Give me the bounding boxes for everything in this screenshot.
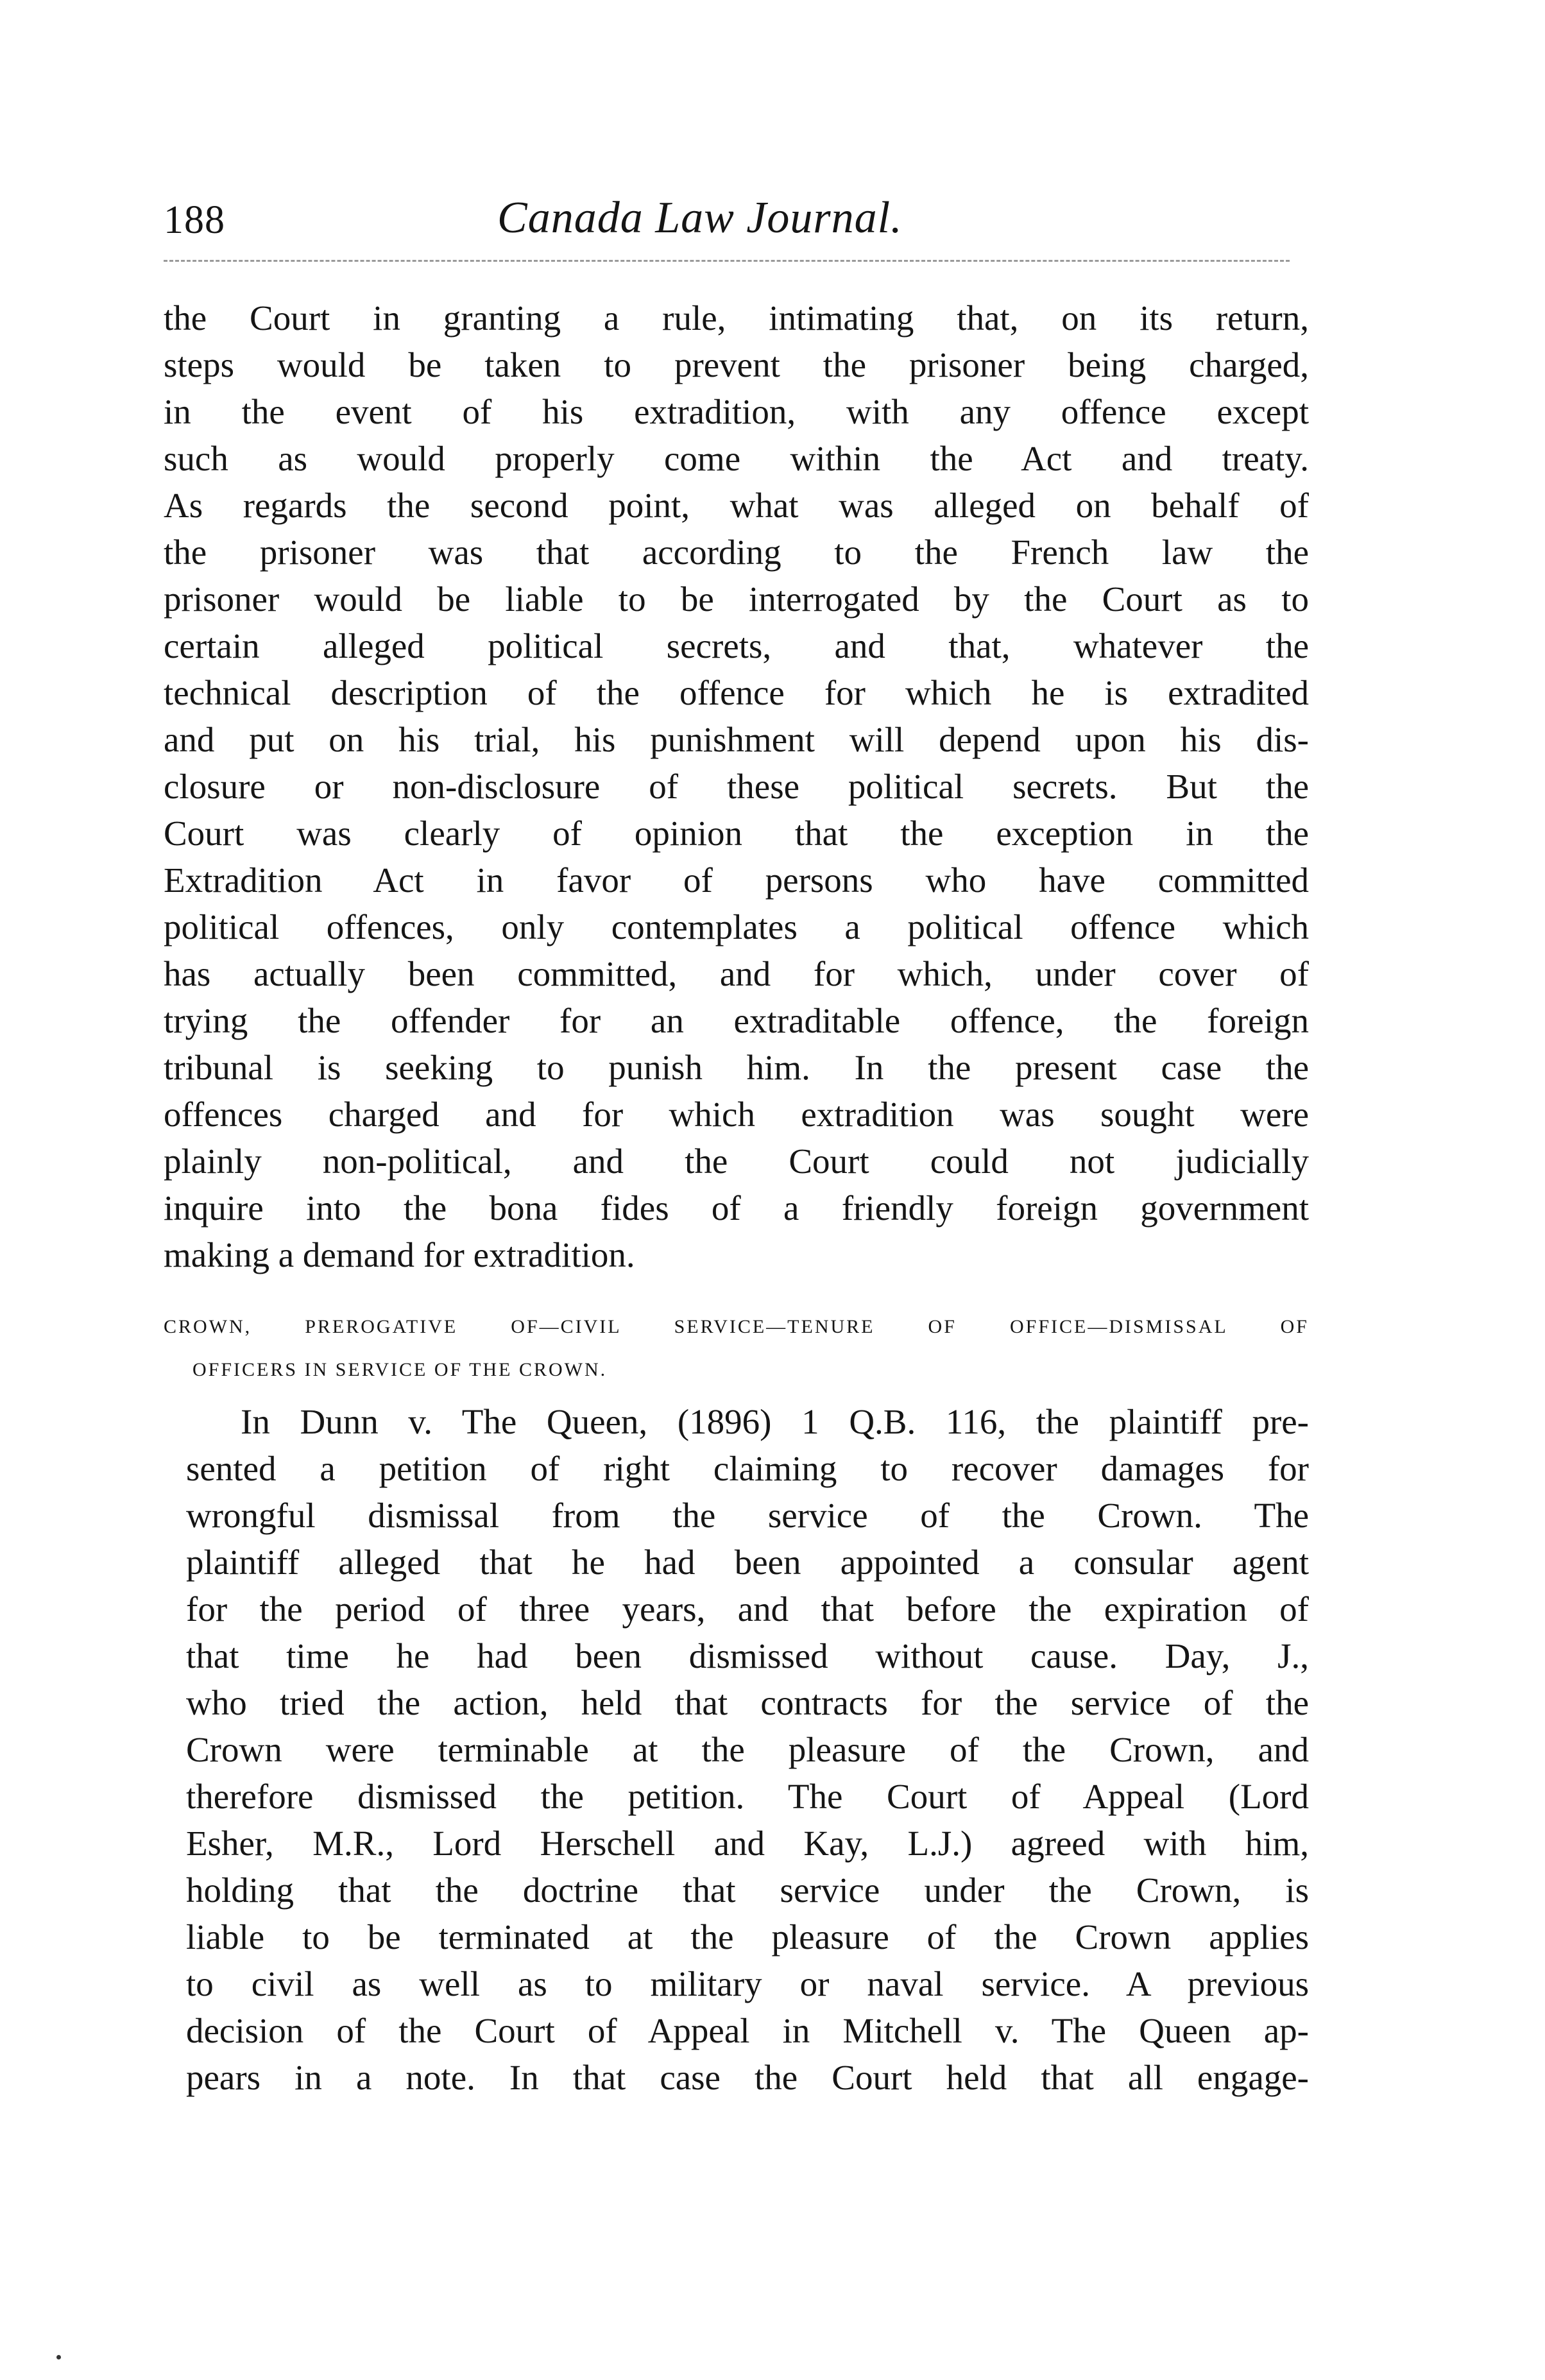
text-line: As regards the second point, what was alleged on behalf of (164, 486, 1309, 525)
text-line: plainly non-political, and the Court could not judicially (164, 1142, 1309, 1181)
text-line: and put on his trial, his punishment will depend upon his dis- (164, 720, 1309, 759)
text-line: offences charged and for which extradition was sought were (164, 1095, 1309, 1134)
text-line: technical description of the offence for which he is extradited (164, 673, 1309, 712)
text-line: liable to be terminated at the pleasure of the Crown applies (186, 1917, 1309, 1956)
text-line: inquire into the bona fides of a friendly foreign government (164, 1188, 1309, 1228)
caption-line: OFFICERS IN SERVICE OF THE CROWN. (192, 1359, 608, 1380)
text-line: political offences, only contemplates a political offence which (164, 907, 1309, 946)
text-line: plaintiff alleged that he had been appointed a consular agent (186, 1543, 1309, 1582)
text-line: sented a petition of right claiming to recover damages for (186, 1449, 1309, 1488)
caption-line: CROWN, PREROGATIVE OF—CIVIL SERVICE—TENURE OF OFFICE—DISMISSAL OF (164, 1316, 1309, 1337)
text-line: certain alleged political secrets, and that, whatever the (164, 626, 1309, 665)
text-line: in the event of his extradition, with any offence except (164, 392, 1309, 431)
text-line: decision of the Court of Appeal in Mitchell v. The Queen ap- (186, 2011, 1309, 2050)
text-line: making a demand for extradition. (164, 1235, 635, 1274)
text-line: Esher, M.R., Lord Herschell and Kay, L.J.) agreed with him, (186, 1824, 1309, 1863)
margin-mark (56, 2355, 61, 2359)
header-rule (164, 260, 1290, 262)
text-line: that time he had been dismissed without cause. Day, J., (186, 1636, 1309, 1675)
text-line: the Court in granting a rule, intimating that, on its return, (164, 298, 1309, 338)
text-line: pears in a note. In that case the Court held that all engage- (186, 2058, 1309, 2097)
text-line: holding that the doctrine that service under the Crown, is (186, 1871, 1309, 1910)
text-line: prisoner would be liable to be interrogated by the Court as to (164, 579, 1309, 619)
text-line: tribunal is seeking to punish him. In the present case the (164, 1048, 1309, 1087)
text-line: to civil as well as to military or naval service. A previous (186, 1964, 1309, 2003)
text-line: wrongful dismissal from the service of the Crown. The (186, 1496, 1309, 1535)
page-number: 188 (164, 198, 225, 242)
text-line: such as would properly come within the Act and treaty. (164, 439, 1309, 478)
text-line: who tried the action, held that contracts for the service of the (186, 1683, 1309, 1722)
text-line: trying the offender for an extraditable offence, the foreign (164, 1001, 1309, 1040)
text-line: Court was clearly of opinion that the exception in the (164, 814, 1309, 853)
text-line: Extradition Act in favor of persons who have committed (164, 860, 1309, 900)
text-line: therefore dismissed the petition. The Court of Appeal (Lord (186, 1777, 1309, 1816)
text-line: steps would be taken to prevent the prisoner being charged, (164, 345, 1309, 384)
text-line: Crown were terminable at the pleasure of the Crown, and (186, 1730, 1309, 1769)
text-line: the prisoner was that according to the French law the (164, 533, 1309, 572)
text-line: has actually been committed, and for which, under cover of (164, 954, 1309, 993)
text-line: for the period of three years, and that before the expiration of (186, 1589, 1309, 1629)
page-header (164, 193, 1293, 257)
running-title: Canada Law Journal. (497, 193, 903, 243)
text-line: In Dunn v. The Queen, (1896) 1 Q.B. 116, the plaintiff pre- (241, 1402, 1309, 1441)
text-line: closure or non-disclosure of these political secrets. But the (164, 767, 1309, 806)
